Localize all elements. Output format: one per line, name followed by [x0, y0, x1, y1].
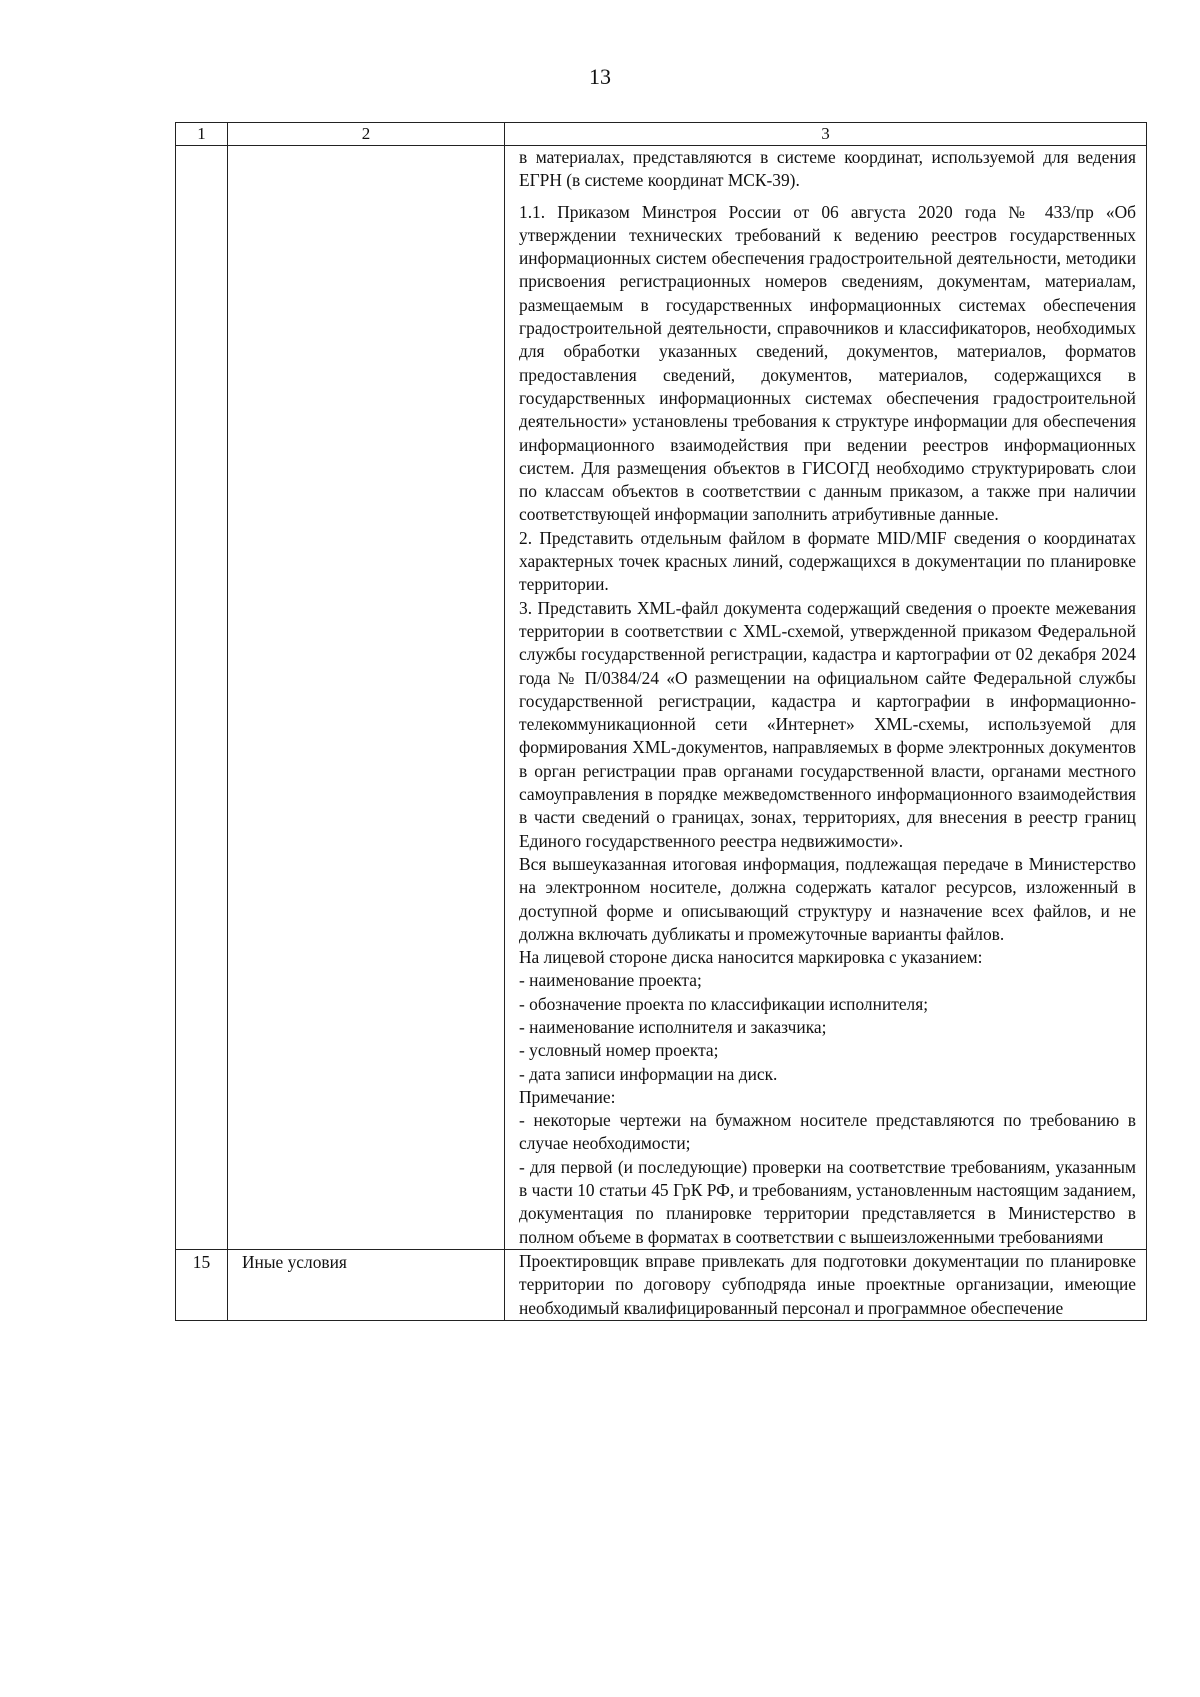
row-number-cell [176, 146, 228, 1250]
note-item: - некоторые чертежи на бумажном носителе представляются по требованию в случае необходимости; [519, 1110, 1136, 1154]
note-heading: Примечание: [519, 1086, 616, 1107]
row-label-cell [228, 146, 505, 1250]
page-number: 13 [589, 64, 611, 89]
paragraph-xml-file: 3. Представить XML-файл документа содержащий сведения о проекте межевания территории в соответствии с XML-схемой, утвержденной приказом Федеральной службы государственной регистрации, кадастра и картографии от 02 декабря 2024 года № П/0384/24 «О размещении на официальном сайте Федеральной службы государственной регистрации, кадастра и картографии в информационно-телекоммуникационной сети «Интернет» XML-схемы, используемой для формирования XML-документов, направляемых в форме электронных документов в орган регистрации прав органами государственной власти, органами местного самоуправления в порядке межведомственного информационного взаимодействия в части сведений о границах, зонах, территориях, для внесения в реестр границ Единого государственного реестра недвижимости». [519, 597, 1136, 851]
header-col-2: 2 [228, 123, 505, 146]
list-item: - условный номер проекта; [519, 1040, 719, 1061]
list-item: - наименование исполнителя и заказчика; [519, 1016, 827, 1037]
table-header-row [176, 123, 1147, 146]
paragraph-coordinates: в материалах, представляются в системе координат, используемой для ведения ЕГРН (в системе координат МСК-39). [519, 147, 1136, 191]
table-row [176, 1249, 1147, 1320]
row-number-cell: 15 [176, 1249, 228, 1320]
paragraph-minstroy-order: 1.1. Приказом Минстроя России от 06 августа 2020 года № 433/пр «Об утверждении технических требований к ведению реестров государственных информационных систем обеспечения градостроительной деятельности, методики присвоения регистрационных номеров сведениям, документам, материалам, размещаемым в государственных информационных системах обеспечения градостроительной деятельности, справочников и классификаторов, необходимых для обработки указанных сведений, документов, материалов, форматов предоставления сведений, документов, материалов, содержащихся в государственных информационных системах обеспечения градостроительной деятельности» установлены требования к структуре информации для обеспечения информационного взаимодействия при ведении реестров информационных систем. Для размещения объектов в ГИСОГД необходимо структурировать слои по классам объектов в соответствии с данным приказом, а также при наличии соответствующей информации заполнить атрибутивные данные. [519, 201, 1136, 525]
paragraph-mid-mif: 2. Представить отдельным файлом в формате MID/MIF сведения о координатах характерных точек красных линий, содержащихся в документации по планировке территории. [519, 527, 1136, 595]
paragraph-disk-marking: На лицевой стороне диска наносится маркировка с указанием: [519, 947, 983, 968]
header-col-1: 1 [176, 123, 228, 146]
row-label-cell: Иные условия [228, 1249, 505, 1320]
header-col-3: 3 [505, 123, 1147, 146]
requirements-table [175, 122, 1147, 1321]
table-row [176, 146, 1147, 1250]
list-item: - наименование проекта; [519, 970, 702, 991]
paragraph-final-info: Вся вышеуказанная итоговая информация, подлежащая передаче в Министерство на электронном носителе, должна содержать каталог ресурсов, изложенный в доступной форме и описывающий структуру и назначение всех файлов, и не должна включать дубликаты и промежуточные варианты файлов. [519, 853, 1136, 944]
list-item: - дата записи информации на диск. [519, 1063, 778, 1084]
row-content-cell [505, 1249, 1147, 1320]
list-item: - обозначение проекта по классификации исполнителя; [519, 993, 929, 1014]
note-item: - для первой (и последующие) проверки на соответствие требованиям, указанным в части 10 статьи 45 ГрК РФ, и требованиям, установленным настоящим заданием, документация по планировке территории представляется в Министерство в полном объеме в форматах в соответствии с вышеизложенными требованиями [519, 1156, 1136, 1247]
row-content-cell [505, 146, 1147, 1250]
paragraph-subcontract: Проектировщик вправе привлекать для подготовки документации по планировке территории по договору субподряда иные проектные организации, имеющие необходимый квалифицированный персонал и программное обеспечение [519, 1250, 1136, 1318]
